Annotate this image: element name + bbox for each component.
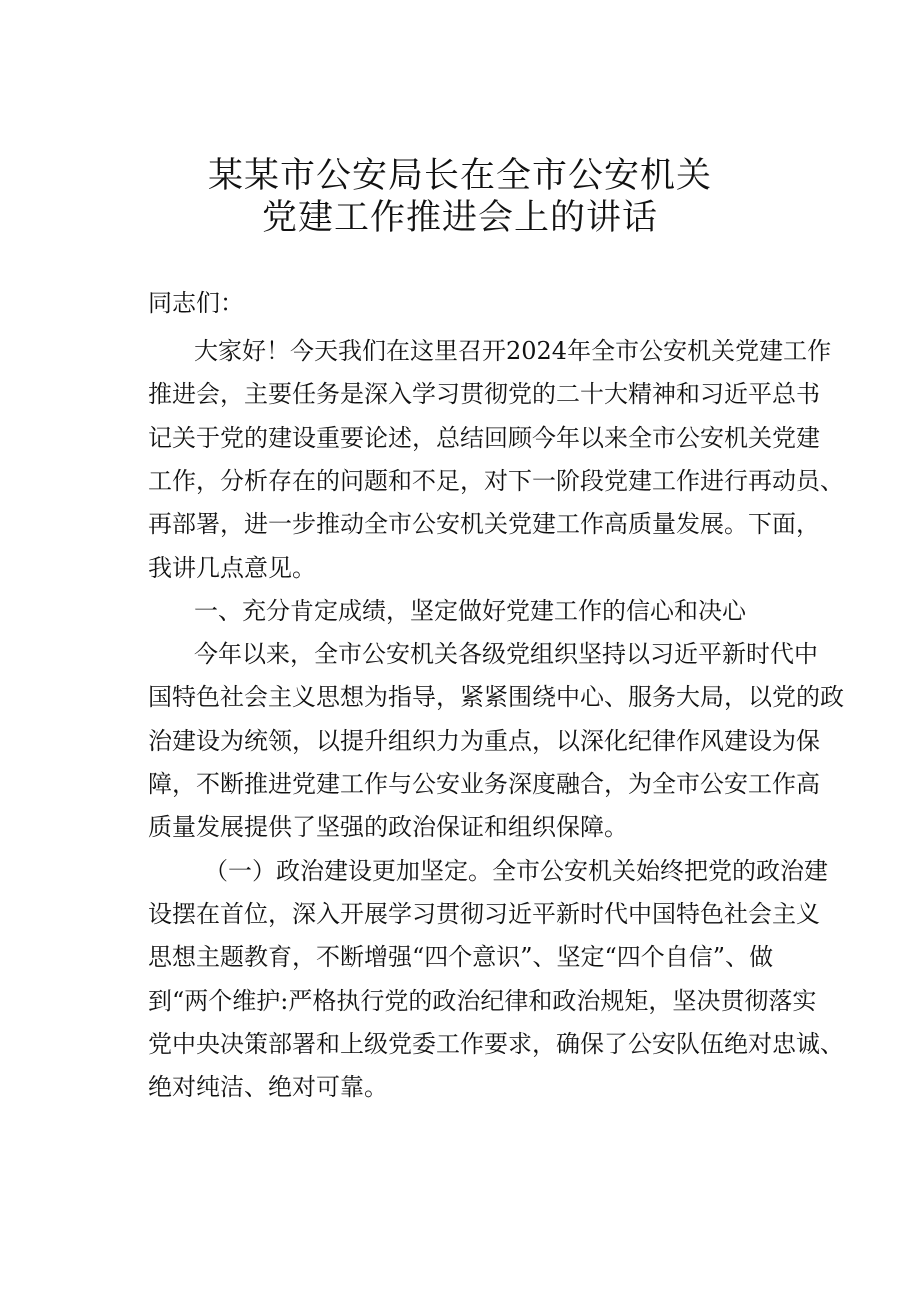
subsection-1-line-4: 到“两个维护:严格执行党的政治纪律和政治规矩，坚决贯彻落实 — [148, 987, 817, 1015]
document-title-line-2: 党建工作推进会上的讲话 — [261, 198, 658, 238]
section-1-line-5: 质量发展提供了坚强的政治保证和组织保障。 — [148, 813, 628, 841]
section-1-line-3: 治建设为统领，以提升组织力为重点，以深化纪律作风建设为保 — [148, 727, 820, 755]
subsection-1-line-6: 绝对纯洁、绝对可靠。 — [148, 1073, 388, 1101]
document-title-line-1: 某某市公安局长在全市公安机关 — [207, 156, 712, 196]
subsection-1-line-2: 设摆在首位，深入开展学习贯彻习近平新时代中国特色社会主义 — [148, 900, 820, 928]
section-1-heading: 一、充分肯定成绩，坚定做好党建工作的信心和决心 — [194, 597, 746, 625]
salutation: 同志们： — [148, 289, 244, 317]
subsection-1-line-3: 思想主题教育，不断增强“四个意识”、坚定“四个自信”、做 — [148, 943, 774, 971]
intro-line-1: 大家好！今天我们在这里召开2024年全市公安机关党建工作 — [194, 337, 832, 365]
section-1-line-2: 国特色社会主义思想为指导，紧紧围绕中心、服务大局，以党的政 — [148, 683, 844, 711]
section-1-line-1: 今年以来，全市公安机关各级党组织坚持以习近平新时代中 — [194, 640, 818, 668]
subsection-1-line-5: 党中央决策部署和上级党委工作要求，确保了公安队伍绝对忠诚、 — [148, 1030, 844, 1058]
intro-line-2: 推进会，主要任务是深入学习贯彻党的二十大精神和习近平总书 — [148, 380, 820, 408]
intro-line-3: 记关于党的建设重要论述，总结回顾今年以来全市公安机关党建 — [148, 424, 820, 452]
subsection-1-line-1: （一）政治建设更加坚定。全市公安机关始终把党的政治建 — [204, 857, 828, 885]
intro-line-6: 我讲几点意见。 — [148, 554, 316, 582]
section-1-line-4: 障，不断推进党建工作与公安业务深度融合，为全市公安工作高 — [148, 770, 820, 798]
intro-line-4: 工作，分析存在的问题和不足，对下一阶段党建工作进行再动员、 — [148, 467, 844, 495]
intro-line-5: 再部署，进一步推动全市公安机关党建工作高质量发展。下面， — [148, 510, 820, 538]
